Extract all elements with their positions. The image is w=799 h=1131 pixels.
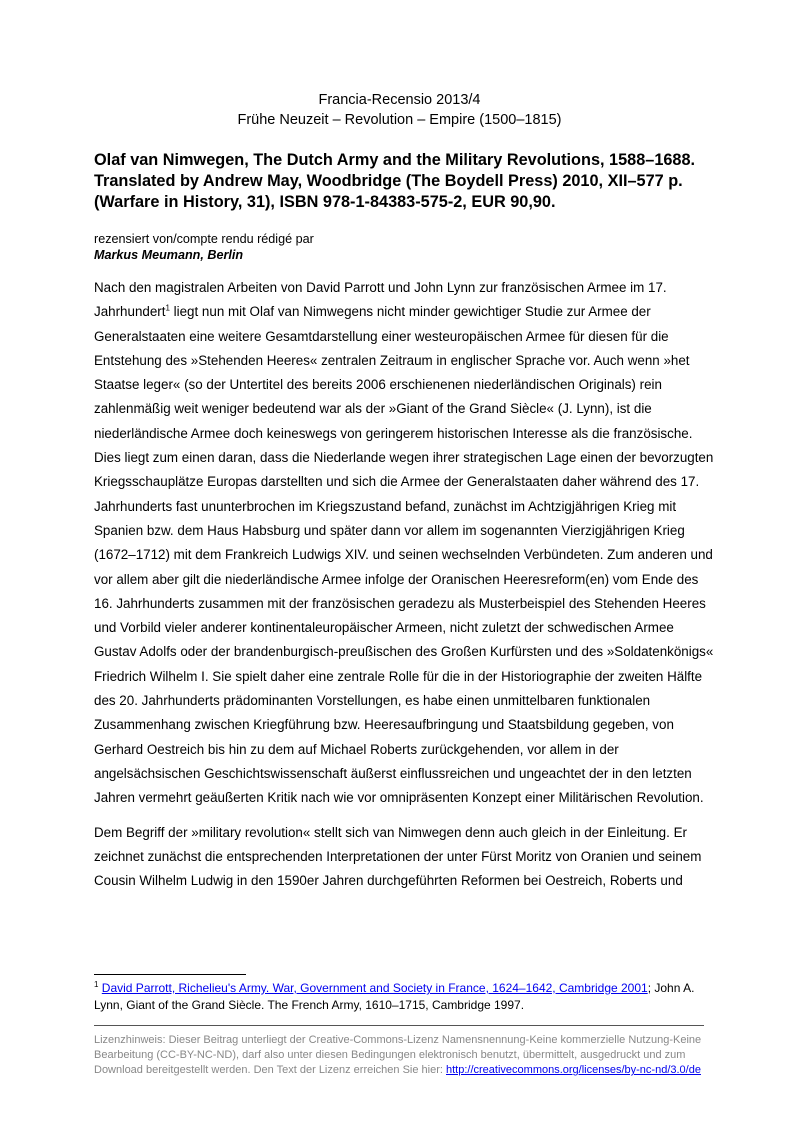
journal-section: Frühe Neuzeit – Revolution – Empire (1500–1815): [237, 112, 562, 128]
footnote-reference[interactable]: 1: [165, 303, 170, 313]
footnote: [94, 980, 710, 1014]
reviewer-name: Markus Meumann, Berlin: [94, 248, 244, 262]
journal-issue: Francia-Recensio 2013/4: [318, 92, 481, 108]
license-link[interactable]: http://creativecommons.org/licenses/by-nc-nd/3.0/de: [446, 1064, 701, 1076]
paragraph-2: Dem Begriff der »military revolution« stellt sich van Nimwegen denn auch gleich in der Einleitung. Er zeichnet zunächst die entsprechenden Interpretationen der unter Fürst Moritz von Oranien und seinem Cousin Wilhelm Ludwig in den 1590er Jahren durchgeführten Reformen bei Oestreich, Roberts und: [94, 824, 702, 889]
title-line-3: (Warfare in History, 31), ISBN 978-1-84383-575-2, EUR 90,90.: [94, 193, 556, 211]
review-body: [94, 276, 714, 903]
reviewer-label: rezensiert von/compte rendu rédigé par: [94, 232, 314, 246]
title-line-2: Translated by Andrew May, Woodbridge (The Boydell Press) 2010, XII–577 p.: [94, 172, 683, 190]
title-line-1: Olaf van Nimwegen, The Dutch Army and the Military Revolutions, 1588–1688.: [94, 151, 696, 169]
license-notice: [94, 1033, 710, 1078]
paragraph-1: [94, 276, 714, 811]
footnote-link[interactable]: David Parrott, Richelieu's Army. War, Government and Society in France, 1624–1642, Cambridge 2001: [101, 981, 648, 995]
review-title: [94, 150, 734, 213]
journal-header: [0, 90, 799, 130]
license-text: Lizenzhinweis: Dieser Beitrag unterliegt der Creative-Commons-Lizenz Namensnennung-Keine kommerzielle Nutzung-Keine Bearbeitung (CC-BY-NC-ND), darf also unter diesen Bedingungen elektronisch benutzt, übermittelt, ausgedruckt und zum Download bereitgestellt werden. Den Text der Lizenz erreichen Sie hier:: [94, 1034, 702, 1076]
reviewer-block: [94, 231, 314, 263]
footnote-rest: ; John A. Lynn, Giant of the Grand Siècle. The French Army, 1610–1715, Cambridge 1997.: [94, 981, 695, 1012]
paragraph-1-rest: liegt nun mit Olaf van Nimwegens nicht minder gewichtiger Studie zur Armee der Generalstaaten eine weitere Gesamtdarstellung einer westeuropäischen Armee für diesen für die Entstehung des »Stehenden Heeres« zentralen Zeitraum in englischer Sprache vor. Auch wenn »het Staatse leger« (so der Untertitel des bereits 2006 erschienenen niederländischen Originals) rein zahlenmäßig weit weniger bedeutend war als der »Giant of the Grand Siècle« (J. Lynn), ist die niederländische Armee doch keineswegs von geringerem historischen Interesse als die französische. Dies liegt zum einen daran, dass die Niederlande wegen ihrer strategischen Lage einen der bevorzugten Kriegsschauplätze Europas darstellten und sich die Armee der Generalstaaten daher während des 17. Jahrhunderts fast ununterbrochen im Kriegszustand befand, zunächst im Achtzigjährigen Krieg mit Spanien bzw. dem Haus Habsburg und später dann vor allem im sogenannten Vierzigjährigen Krieg (1672–1712) mit dem Frankreich Ludwigs XIV. und seinen wechselnden Verbündeten. Zum anderen und vor allem aber gilt die niederländische Armee infolge der Oranischen Heeresreform(en) vom Ende des 16. Jahrhunderts zusammen mit der französischen geradezu als Musterbeispiel des Stehenden Heeres und Vorbild vieler anderer kontinentaleuropäischer Armeen, nicht zuletzt der schwedischen Armee Gustav Adolfs oder der brandenburgisch-preußischen des Großen Kurfürsten und des »Soldatenkönigs« Friedrich Wilhelm I. Sie spielt daher eine zentrale Rolle für die in der Historiographie der zweiten Hälfte des 20. Jahrhunderts prädominanten Vorstellungen, es habe einen unmittelbaren funktionalen Zusammenhang zwischen Kriegführung bzw. Heeresaufbringung und Staatsbildung gegeben, von Gerhard Oestreich bis hin zu dem auf Michael Roberts zurückgehenden, vor allem in der angelsächsischen Geschichtswissenschaft äußerst einflussreichen und ungeachtet der in den letzten Jahren vermehrt geäußerten Kritik nach wie vor omnipräsenten Konzept einer Militärischen Revolution.: [94, 304, 714, 806]
license-separator: [94, 1025, 704, 1026]
footnote-number: 1: [94, 980, 99, 989]
paragraph-1-start: Nach den magistralen Arbeiten von David Parrott und John Lynn zur französischen Armee im 17. Jahrhundert: [94, 280, 667, 320]
footnote-separator: [94, 974, 246, 975]
